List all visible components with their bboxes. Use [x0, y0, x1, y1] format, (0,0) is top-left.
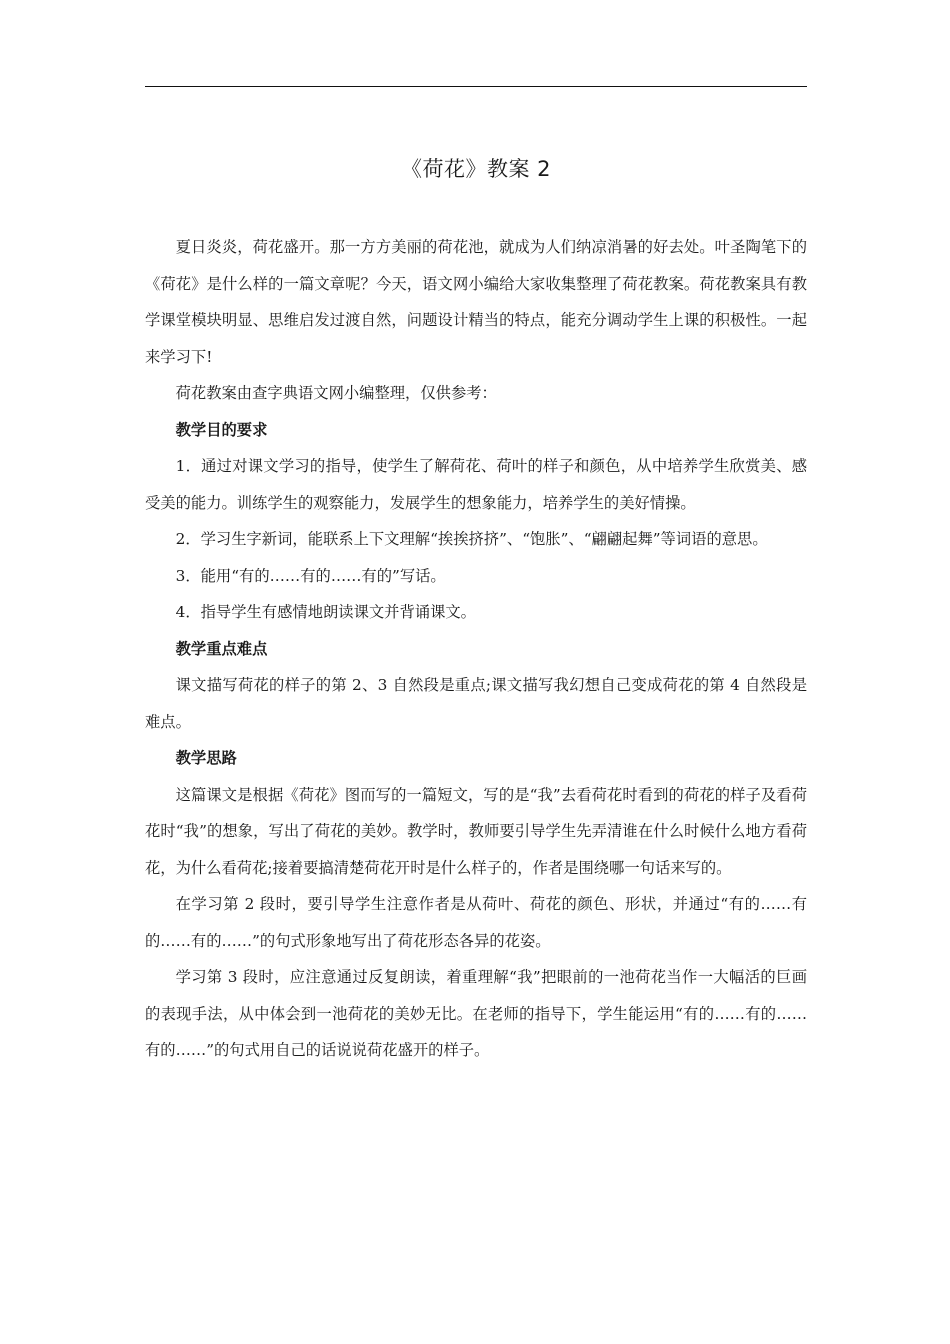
- section-heading: 教学目的要求: [175, 420, 268, 439]
- paragraph: 4．指导学生有感情地朗读课文并背诵课文。: [175, 603, 476, 621]
- paragraph: 1．通过对课文学习的指导，使学生了解荷花、荷叶的样子和颜色，从中培养学生欣赏美、感受美的能力。训练学生的观察能力，发展学生的想象能力，培养学生的美好情操。: [145, 457, 807, 512]
- document-title: 《荷花》教案 2: [400, 157, 552, 181]
- paragraph: 夏日炎炎，荷花盛开。那一方方美丽的荷花池，就成为人们纳凉消暑的好去处。叶圣陶笔下的《荷花》是什么样的一篇文章呢？今天，语文网小编给大家收集整理了荷花教案。荷花教案具有教学课堂模块明显、思维启发过渡自然，问题设计精当的特点，能充分调动学生上课的积极性。一起来学习下!: [145, 238, 807, 366]
- document-body: [145, 229, 807, 1069]
- paragraph: 在学习第 2 段时，要引导学生注意作者是从荷叶、荷花的颜色、形状，并通过“有的……有的……有的……”的句式形象地写出了荷花形态各异的花姿。: [145, 895, 807, 950]
- paragraph: 3．能用“有的……有的……有的”写话。: [175, 566, 446, 585]
- section-heading: 教学重点难点: [175, 639, 268, 658]
- paragraph: 学习第 3 段时，应注意通过反复朗读，着重理解“我”把眼前的一池荷花当作一大幅活的巨画的表现手法，从中体会到一池荷花的美妙无比。在老师的指导下，学生能运用“有的……有的……有的……”的句式用自己的话说说荷花盛开的样子。: [145, 968, 807, 1059]
- paragraph: 课文描写荷花的样子的第 2、3 自然段是重点;课文描写我幻想自己变成荷花的第 4 自然段是难点。: [145, 676, 807, 731]
- paragraph: 这篇课文是根据《荷花》图而写的一篇短文，写的是“我”去看荷花时看到的荷花的样子及看荷花时“我”的想象，写出了荷花的美妙。教学时，教师要引导学生先弄清谁在什么时候什么地方看荷花，为什么看荷花;接着要搞清楚荷花开时是什么样子的，作者是围绕哪一句话来写的。: [145, 785, 807, 877]
- header-rule: [145, 86, 807, 87]
- section-heading: 教学思路: [175, 749, 237, 767]
- paragraph: 荷花教案由查字典语文网小编整理，仅供参考：: [175, 384, 497, 402]
- paragraph: 2．学习生字新词，能联系上下文理解“挨挨挤挤”、“饱胀”、“翩翩起舞”等词语的意思。: [175, 530, 768, 548]
